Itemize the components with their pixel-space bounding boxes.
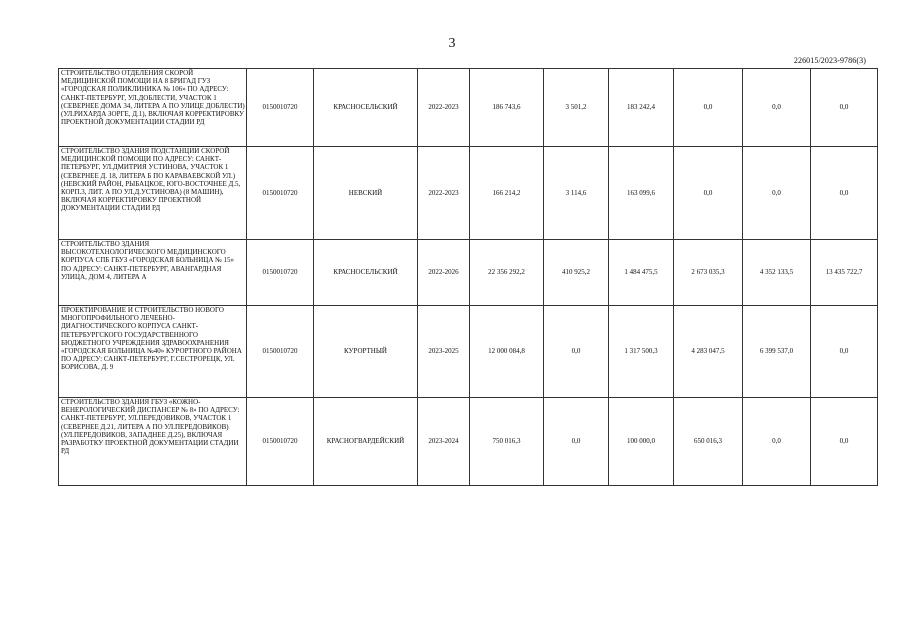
value-cell: 100 000,0 bbox=[609, 398, 674, 486]
project-name-cell: СТРОИТЕЛЬСТВО ОТДЕЛЕНИЯ СКОРОЙ МЕДИЦИНСКОЙ ПОМОЩИ НА 8 БРИГАД ГУЗ «ГОРОДСКАЯ ПОЛИКЛИНИКА № 106» ПО АДРЕСУ: САНКТ-ПЕТЕРБУРГ, УЛ.ДОБЛЕСТИ, УЧАСТОК 1 (СЕВЕРНЕЕ ДОМА 34, ЛИТЕРА А ПО УЛИЦЕ ДОБЛЕСТИ) (УЛ.РИХАРДА ЗОРГЕ, Д.1), ВКЛЮЧАЯ КОРРЕКТИРОВКУ ПРОЕКТНОЙ ДОКУМЕНТАЦИИ СТАДИИ РД bbox=[59, 69, 247, 147]
district-cell: КРАСНОСЕЛЬСКИЙ bbox=[314, 240, 418, 306]
value-cell: 0,0 bbox=[811, 147, 878, 240]
value-cell: 163 099,6 bbox=[609, 147, 674, 240]
table-row bbox=[59, 306, 878, 398]
value-cell: 166 214,2 bbox=[470, 147, 544, 240]
value-cell: 3 501,2 bbox=[544, 69, 609, 147]
table-row bbox=[59, 240, 878, 306]
code-cell: 0150010720 bbox=[247, 69, 314, 147]
project-name-cell: СТРОИТЕЛЬСТВО ЗДАНИЯ ПОДСТАНЦИИ СКОРОЙ МЕДИЦИНСКОЙ ПОМОЩИ ПО АДРЕСУ: САНКТ-ПЕТЕРБУРГ, УЛ.ДМИТРИЯ УСТИНОВА, УЧАСТОК 1 (СЕВЕРНЕЕ Д. 18, ЛИТЕРА Б ПО КАРАВАЕВСКОЙ УЛ.) (НЕВСКИЙ РАЙОН, РЫБАЦКОЕ, ЮГО-ВОСТОЧНЕЕ Д.5, КОРП.3, ЛИТ. А ПО УЛ.Д.УСТИНОВА) (8 МАШИН), ВКЛЮЧАЯ КОРРЕКТИРОВКУ ПРОЕКТНОЙ ДОКУМЕНТАЦИИ СТАДИИ РД bbox=[59, 147, 247, 240]
value-cell: 1 317 500,3 bbox=[609, 306, 674, 398]
value-cell: 4 283 047,5 bbox=[674, 306, 743, 398]
value-cell: 13 435 722,7 bbox=[811, 240, 878, 306]
district-cell: КРАСНОГВАРДЕЙСКИЙ bbox=[314, 398, 418, 486]
code-cell: 0150010720 bbox=[247, 240, 314, 306]
project-name-cell: СТРОИТЕЛЬСТВО ЗДАНИЯ ВЫСОКОТЕХНОЛОГИЧЕСКОГО МЕДИЦИНСКОГО КОРПУСА СПБ ГБУЗ «ГОРОДСКАЯ БОЛЬНИЦА № 15» ПО АДРЕСУ: САНКТ-ПЕТЕРБУРГ, АВАНГАРДНАЯ УЛИЦА, ДОМ 4, ЛИТЕРА А bbox=[59, 240, 247, 306]
code-cell: 0150010720 bbox=[247, 147, 314, 240]
value-cell: 6 399 537,0 bbox=[743, 306, 811, 398]
value-cell: 0,0 bbox=[743, 147, 811, 240]
code-cell: 0150010720 bbox=[247, 398, 314, 486]
district-cell: КРАСНОСЕЛЬСКИЙ bbox=[314, 69, 418, 147]
table-row bbox=[59, 147, 878, 240]
value-cell: 750 016,3 bbox=[470, 398, 544, 486]
value-cell: 0,0 bbox=[544, 306, 609, 398]
value-cell: 4 352 133,5 bbox=[743, 240, 811, 306]
value-cell: 1 484 475,5 bbox=[609, 240, 674, 306]
value-cell: 12 000 084,8 bbox=[470, 306, 544, 398]
value-cell: 0,0 bbox=[544, 398, 609, 486]
value-cell: 0,0 bbox=[743, 69, 811, 147]
period-cell: 2022-2023 bbox=[418, 147, 470, 240]
value-cell: 3 114,6 bbox=[544, 147, 609, 240]
value-cell: 410 925,2 bbox=[544, 240, 609, 306]
value-cell: 0,0 bbox=[674, 69, 743, 147]
value-cell: 0,0 bbox=[743, 398, 811, 486]
value-cell: 2 673 035,3 bbox=[674, 240, 743, 306]
value-cell: 186 743,6 bbox=[470, 69, 544, 147]
projects-table bbox=[58, 68, 878, 486]
value-cell: 22 356 292,2 bbox=[470, 240, 544, 306]
district-cell: КУРОРТНЫЙ bbox=[314, 306, 418, 398]
value-cell: 0,0 bbox=[811, 306, 878, 398]
value-cell: 650 016,3 bbox=[674, 398, 743, 486]
value-cell: 0,0 bbox=[811, 69, 878, 147]
page-number: 3 bbox=[448, 36, 456, 51]
value-cell: 0,0 bbox=[674, 147, 743, 240]
district-cell: НЕВСКИЙ bbox=[314, 147, 418, 240]
project-name-cell: СТРОИТЕЛЬСТВО ЗДАНИЯ ГБУЗ «КОЖНО-ВЕНЕРОЛОГИЧЕСКИЙ ДИСПАНСЕР № 8» ПО АДРЕСУ: САНКТ-ПЕТЕРБУРГ, УЛ.ПЕРЕДОВИКОВ, УЧАСТОК 1 (СЕВЕРНЕЕ Д.21, ЛИТЕРА А ПО УЛ.ПЕРЕДОВИКОВ) (УЛ.ПЕРЕДОВИКОВ, ЗАПАДНЕЕ Д.25), ВКЛЮЧАЯ РАЗРАБОТКУ ПРОЕКТНОЙ ДОКУМЕНТАЦИИ СТАДИИ РД bbox=[59, 398, 247, 486]
table-row bbox=[59, 398, 878, 486]
period-cell: 2022-2023 bbox=[418, 69, 470, 147]
table-row bbox=[59, 69, 878, 147]
period-cell: 2022-2026 bbox=[418, 240, 470, 306]
code-cell: 0150010720 bbox=[247, 306, 314, 398]
value-cell: 0,0 bbox=[811, 398, 878, 486]
period-cell: 2023-2025 bbox=[418, 306, 470, 398]
project-name-cell: ПРОЕКТИРОВАНИЕ И СТРОИТЕЛЬСТВО НОВОГО МНОГОПРОФИЛЬНОГО ЛЕЧЕБНО-ДИАГНОСТИЧЕСКОГО КОРПУСА САНКТ-ПЕТЕРБУРГСКОГО ГОСУДАРСТВЕННОГО БЮДЖЕТНОГО УЧРЕЖДЕНИЯ ЗДРАВООХРАНЕНИЯ «ГОРОДСКАЯ БОЛЬНИЦА №40» КУРОРТНОГО РАЙОНА ПО АДРЕСУ: САНКТ-ПЕТЕРБУРГ, Г.СЕСТРОРЕЦК, УЛ. БОРИСОВА, Д. 9 bbox=[59, 306, 247, 398]
value-cell: 183 242,4 bbox=[609, 69, 674, 147]
document-id: 226015/2023-9786(3) bbox=[793, 56, 866, 65]
period-cell: 2023-2024 bbox=[418, 398, 470, 486]
